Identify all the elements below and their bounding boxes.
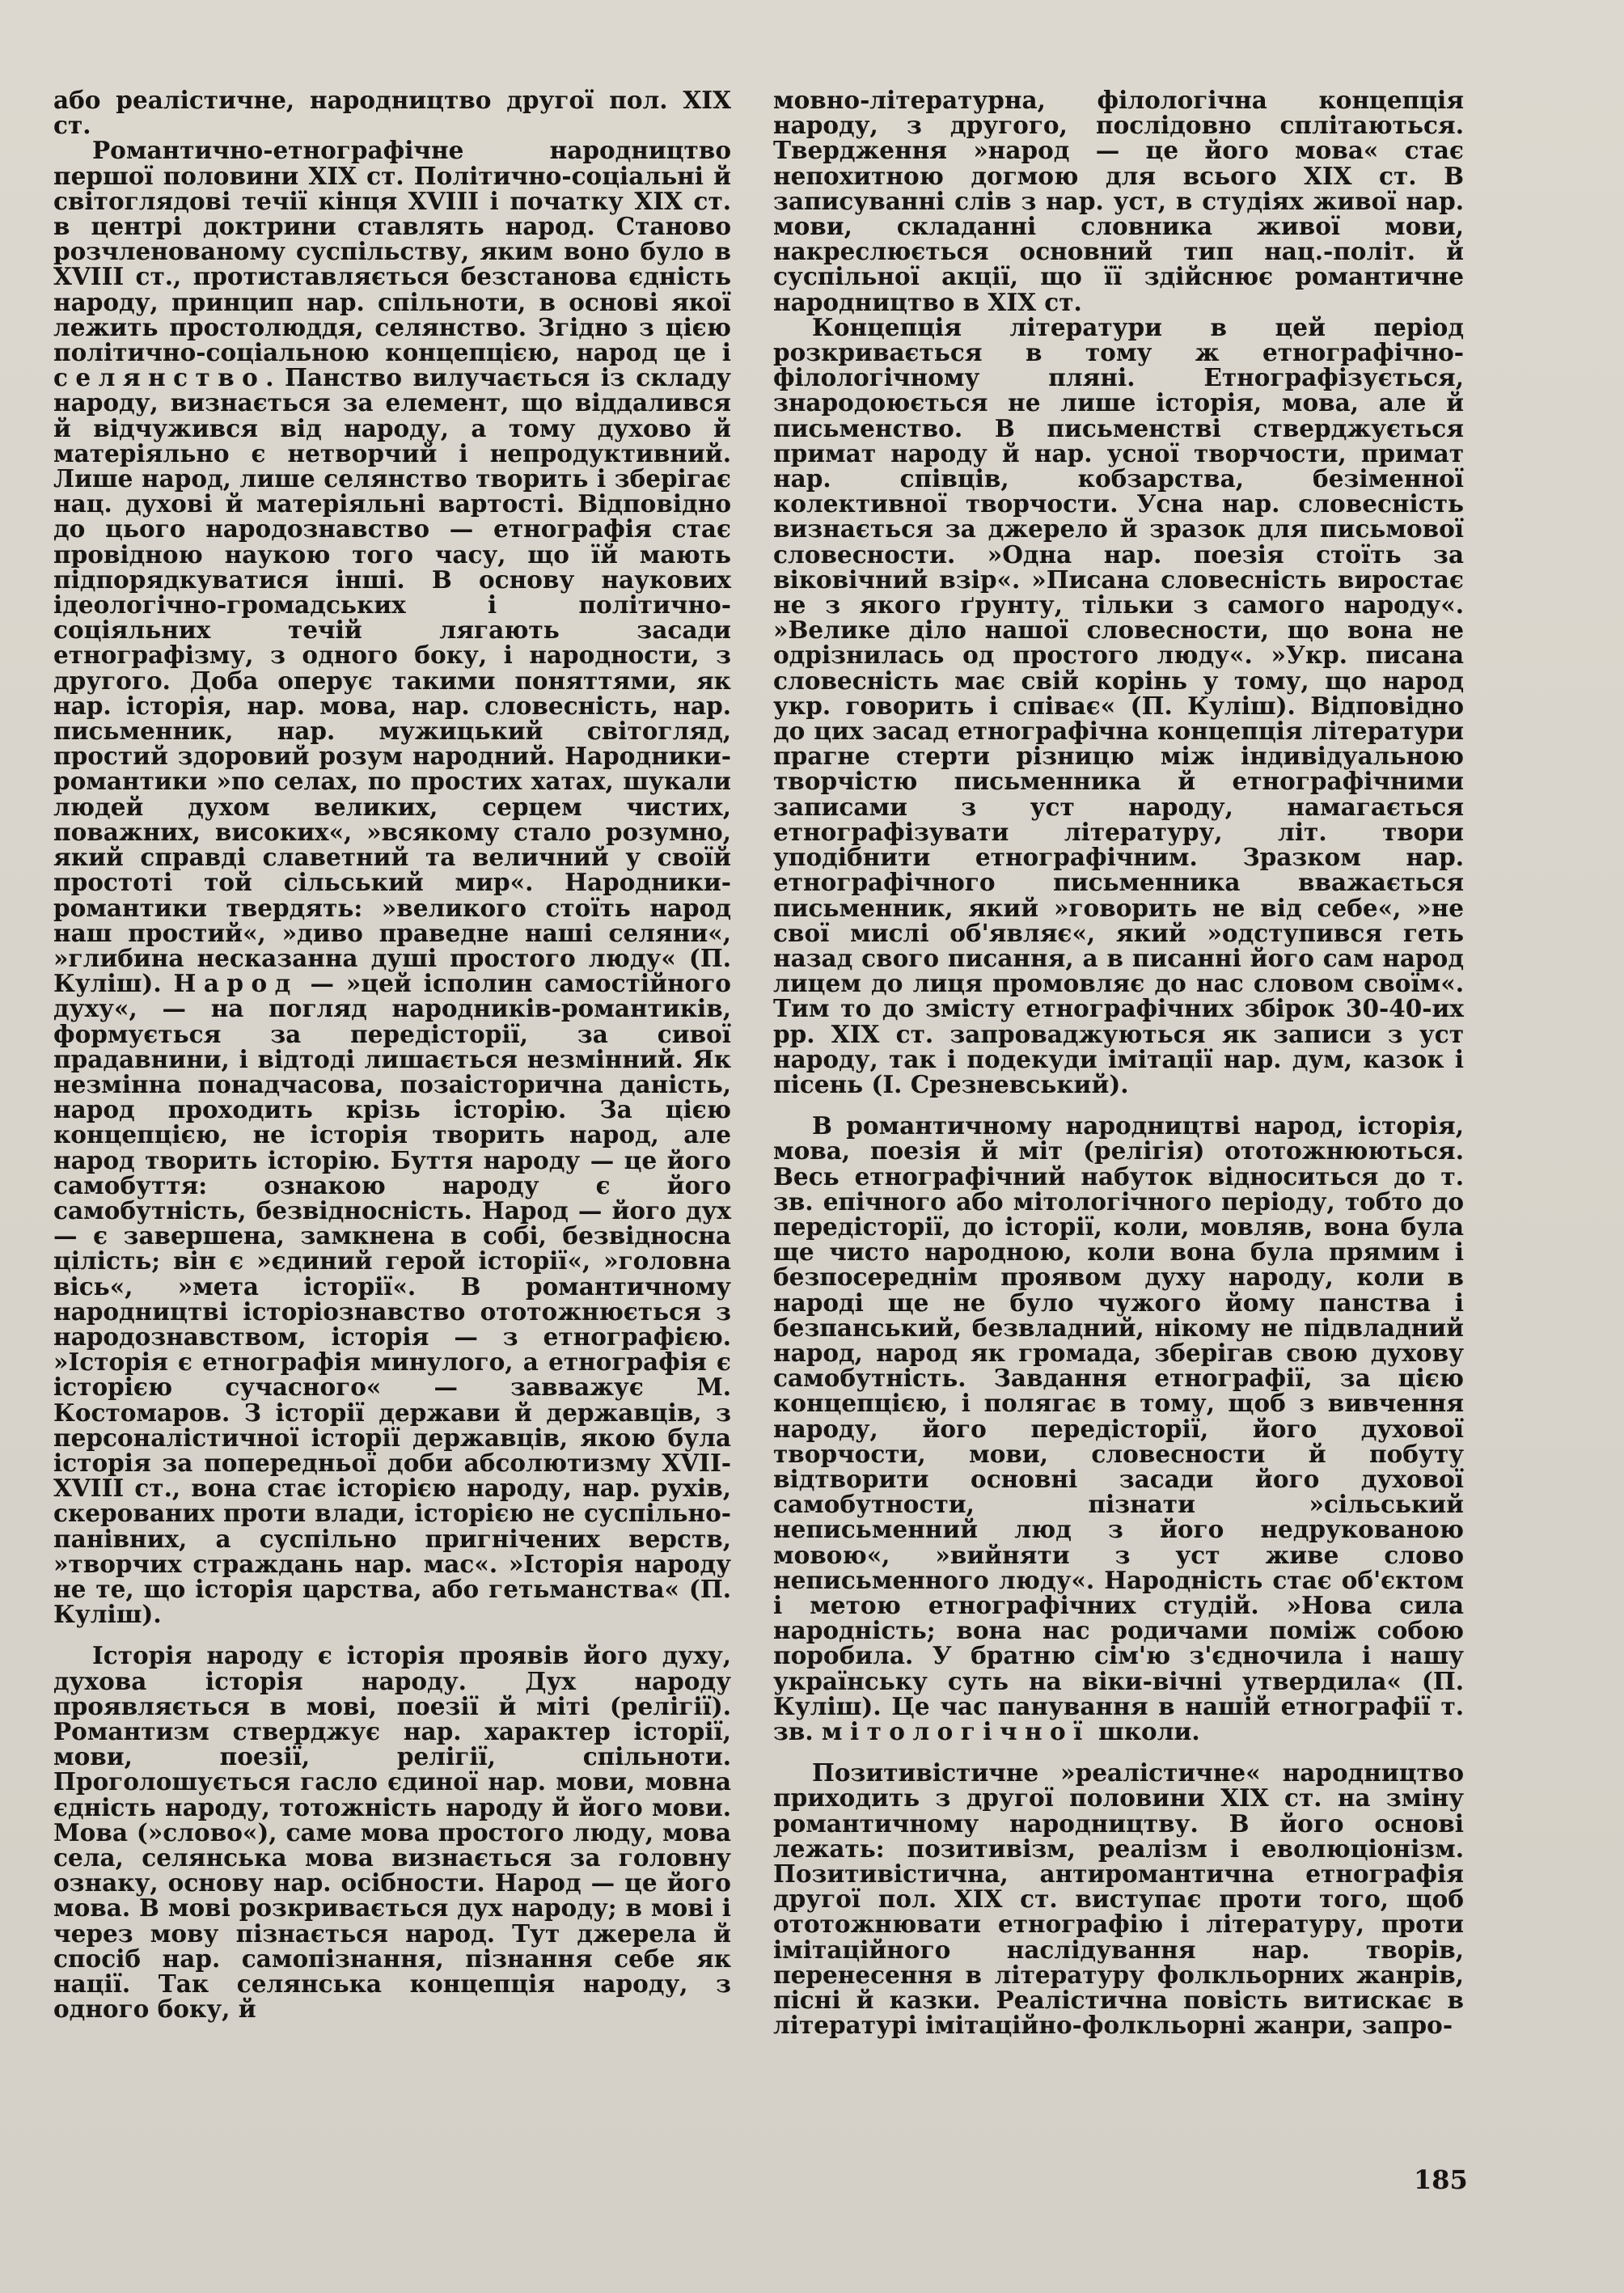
text-run: приходить з другої половини XIX ст. на зміну романтичному народництву. В його основі лежать: позитивізм, реалізм і еволюціонізм. Позитивістична, антиромантична етнографія другої пол. XIX ст. виступає проти того, щоб ототожнювати етнографію і літературу, проти імітаційного наслідування нар. творів, перенесення в літературу фолкльорних жанрів, пісні й казки. Реалістична повість витискає в літературі імітаційно-фолкльорні жанри, запро- [773,1783,1464,2040]
paragraph [53,137,731,1627]
paragraph: мовно-літературна, філологічна концепція народу, з другого, послідовно сплітаються. Твердження »народ — це його мова« стає непохитною догмою для всього XIX ст. В записуванні слів з нар. уст, в студіях живої нар. мови, складанні словника живої мови, накреслюється основний тип нац.-політ. й суспільної акції, що її здійснює романтичне народництво в XIX ст. [773,86,1464,316]
page-number: 185 [1414,2164,1468,2195]
paragraph: Концепція літератури в цей період розкривається в тому ж етнографічно-філологічному пляні. Етнографізується, знародоюється не лише історія, мова, але й письменство. В письменстві стверджується примат народу й нар. усної творчости, примат нар. співців, кобзарства, безіменної колективної творчости. Усна нар. словесність визнається за джерело й зразок для письмової словесности. »Одна нар. поезія стоїть за віковічний взір«. »Писана словесність виростає не з якого ґрунту, тільки з самого народу«. »Велике діло нашої словесности, що вона не одрізнилась од простого люду«. »Укр. писана словесність має свій корінь у тому, що народ укр. говорить і співає« (П. Куліш). Відповідно до цих засад етнографічна концепція літератури прагне стерти різницю між індивідуальною творчістю письменника й етнографічними записами з уст народу, намагається етнографізувати літературу, літ. твори уподібнити етнографічним. Зразком нар. етнографічного письменника вважається письменник, який »говорить не від себе«, »не свої мислі об'являє«, який »одступився геть назад свого писання, а в писанні його сам народ лицем до лиця промовляє до нас словом своїм«. Тим то до змісту етнографічних збірок 30-40-их рр. XIX ст. запроваджуються як записи з уст народу, так і подекуди імітації нар. дум, казок і пісень (І. Срезневський). [773,312,1464,1098]
section-heading: Романтично-етнографічне народництво першої половини XIX ст. [53,136,731,190]
spaced-term: мітологічної [821,1717,1090,1745]
spaced-term: Народ [173,969,298,998]
right-column [773,86,1464,2040]
text-run: . Панство вилучається із складу народу, визнається за елемент, що віддалився й відчужився від народу, а тому духово й матеріяльно є нетворчий і непродуктивний. Лише народ, лише селянство творить і зберігає нац. духові й матеріяльні вартості. Відповідно до цього народознавство — етнографія стає провідною наукою того часу, що їй мають підпорядкуватися інші. В основу наукових ідеологічно-громадських і політично-соціяльних течій лягають засади етнографізму, з одного боку, і народности, з другого. Доба оперує такими поняттями, як нар. історія, нар. мова, нар. словесність, нар. письменник, нар. мужицький світогляд, простий здоровий розум народний. Народники-романтики »по селах, по простих хатах, шукали людей духом великих, серцем чистих, поважних, високих«, »всякому стало розумно, який справді славетний та величний у своїй простоті той сільський мир«. Народники-романтики твердять: »великого стоїть народ наш простий«, »диво праведне наші селяни«, »глибина несказанна душі простого люду« (П. Куліш). [53,363,731,998]
left-column [53,86,731,2024]
section-heading: Позитивістичне »реалістичне« народництво [812,1758,1464,1787]
text-run: В романтичному народництві народ, історія, мова, поезія й міт (релігія) ототожнюються. Весь етнографічний набуток відноситься до т. зв. епічного або мітологічного періоду, тобто до передісторії, до історії, коли, мовляв, вона була ще чисто народною, коли вона була прямим і безпосереднім проявом духу народу, коли в народі ще не було чужого йому панства і безпанський, безвладний, нікому не підвладний народ, народ як громада, зберігав свою духову самобутність. Завдання етнографії, за цією концепцією, і полягає в тому, щоб з вивчення народу, його передісторії, його духової творчости, мови, словесности й побуту відтворити основні засади його духової самобутности, пізнати »сільський неписьменний люд з його недрукованою мовою«, »вийняти з уст живе слово неписьменного люду«. Народність стає об'єктом і метою етнографічних студій. »Нова сила народність; вона нас родичами поміж собою поробила. У братню сім'ю з'єдночила і нашу українську суть на віки-вічні утвердила« (П. Куліш). Це час панування в нашій етнографії т. зв. [773,1111,1464,1745]
paragraph: Історія народу є історія проявів його духу, духова історія народу. Дух народу проявляється в мові, поезії й міті (релігії). Романтизм стверджує нар. характер історії, мови, поезії, релігії, спільноти. Проголошується гасло єдиної нар. мови, мовна єдність народу, тотожність народу й його мови. Мова (»слово«), саме мова простого люду, мова села, селянська мова визнається за головну ознаку, основу нар. осібности. Народ — це його мова. В мові розкривається дух народу; в мові і через мову пізнається народ. Тут джерела й спосіб нар. самопізнання, пізнання себе як нації. Так селянська концепція народу, з одного боку, й [53,1641,731,2024]
text-run: Політично-соціальні й світоглядові течії кінця XVIII і початку XIX ст. в центрі доктрини ставлять народ. Станово розчленованому суспільству, яким воно було в XVIII ст., протиставляється безстанова єдність народу, принцип нар. спільноти, в основі якої лежить простолюддя, селянство. Згідно з цією політично-соціальною концепцією, народ це і [53,161,731,367]
text-run: — »цей ісполин самостійного духу«, — на погляд народників-романтиків, формується за передісторії, за сивої прадавнини, і відтоді лишається незмінний. Як незмінна понадчасова, позаісторична даність, народ проходить крізь історію. За цією концепцією, не історія творить народ, але народ творить історію. Буття народу — це його самобуття: ознакою народу є його самобутність, безвідносність. Народ — його дух — є завершена, замкнена в собі, безвідносна цілість; він є »єдиний герой історії«, »головна вісь«, »мета історії«. В романтичному народництві історіознавство ототожнюється з народознавством, історія — з етнографією. »Історія є етнографія минулого, а етнографія є історією сучасного« — завважує М. Костомаров. З історії держави й державців, з персоналістичної історії державців, якою була історія за попередньої доби абсолютизму XVII-XVIII ст., вона стає історією народу, нар. рухів, скерованих проти влади, історією не суспільно-панівних, а суспільно пригнічених верств, »творчих страждань нар. мас«. »Історія народу не те, що історія царства, або гетьманства« (П. Куліш). [53,969,731,1629]
paragraph: або реалістичне, народництво другої пол. XIX ст. [53,86,731,140]
text-run: школи. [1089,1717,1200,1745]
paragraph [773,1113,1464,1744]
paragraph [773,1758,1464,2040]
spaced-term: селянство [53,363,266,392]
